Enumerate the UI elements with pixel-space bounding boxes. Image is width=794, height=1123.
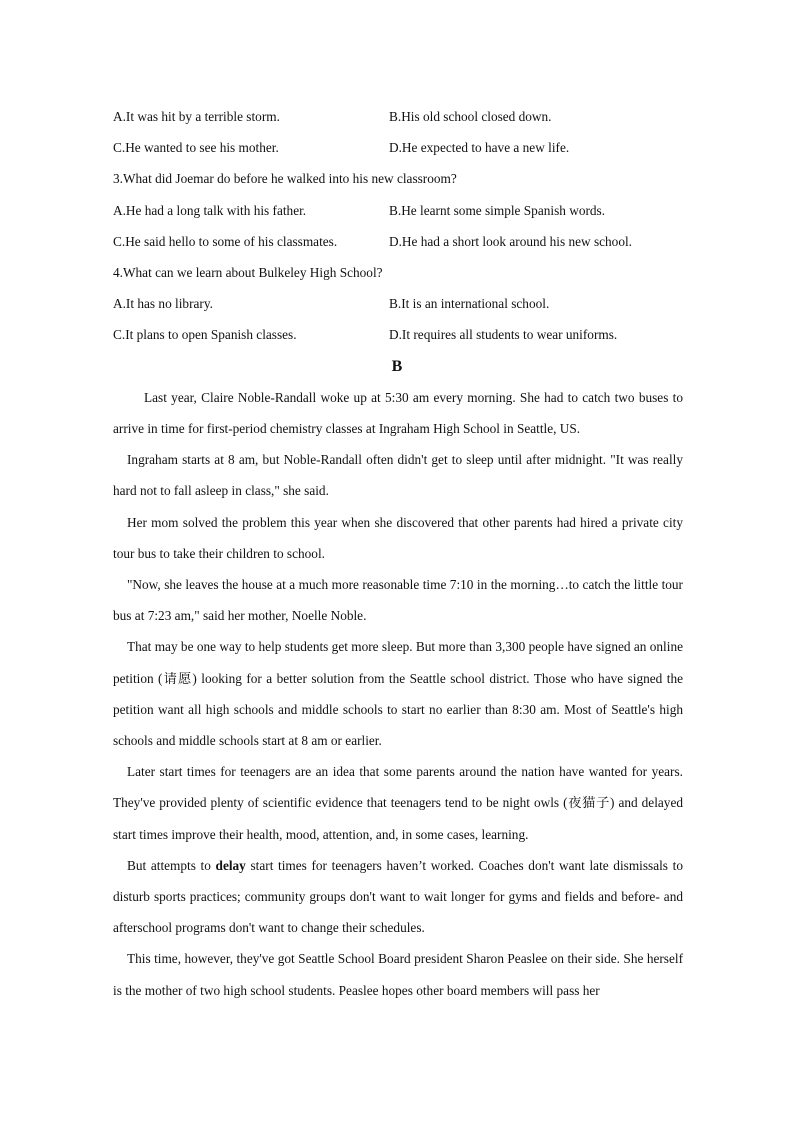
page-content [113, 101, 683, 1006]
passage-b [113, 382, 683, 1006]
paragraph-7-before: But attempts to [127, 857, 216, 873]
q2-options-row-2 [113, 132, 683, 163]
q2-option-c: C.He wanted to see his mother. [113, 140, 279, 156]
q3-options-row-1 [113, 195, 683, 226]
q2-option-d: D.He expected to have a new life. [389, 140, 570, 156]
q2-options-row-1 [113, 101, 683, 132]
q4-option-a: A.It has no library. [113, 296, 213, 312]
paragraph-7 [113, 850, 683, 944]
paragraph-3: Her mom solved the problem this year when she discovered that other parents had hired a private city tour bus to take their children to school. [113, 514, 683, 561]
q4-options-row-2 [113, 319, 683, 350]
q3-options-row-2 [113, 226, 683, 257]
q3-option-c: C.He said hello to some of his classmates. [113, 233, 338, 249]
q4-option-c: C.It plans to open Spanish classes. [113, 327, 297, 343]
paragraph-1: Last year, Claire Noble-Randall woke up at 5:30 am every morning. She had to catch two buses to arrive in time for first-period chemistry classes at Ingraham High School in Seattle, US. [113, 389, 683, 436]
paragraph-6: Later start times for teenagers are an idea that some parents around the nation have wanted for years. They've provided plenty of scientific evidence that teenagers tend to be night owls (夜猫子) and delayed start times improve their health, mood, attention, and, in some cases, learning. [113, 764, 683, 842]
paragraph-5: That may be one way to help students get more sleep. But more than 3,300 people have signed an online petition (请愿) looking for a better solution from the Seattle school district. Those who have signed the petition want all high schools and middle schools to start no earlier than 8:30 am. Most of Seattle's high schools and middle schools start at 8 am or earlier. [113, 639, 683, 748]
q3-option-d: D.He had a short look around his new school. [389, 233, 632, 249]
q3-option-b: B.He learnt some simple Spanish words. [389, 202, 606, 218]
q2-option-a: A.It was hit by a terrible storm. [113, 109, 280, 124]
keyword-delay: delay [215, 857, 246, 873]
q4-option-b: B.It is an international school. [389, 296, 550, 312]
q3-stem: 3.What did Joemar do before he walked into his new classroom? [113, 171, 457, 187]
q3-option-a: A.He had a long talk with his father. [113, 202, 307, 218]
paragraph-4: "Now, she leaves the house at a much more reasonable time 7:10 in the morning…to catch the little tour bus at 7:23 am," said her mother, Noelle Noble. [113, 576, 683, 624]
paragraph-2: Ingraham starts at 8 am, but Noble-Randall often didn't get to sleep until after midnight. "It was really hard not to fall asleep in class," she said. [113, 452, 683, 499]
paragraph-7-after: start times for teenagers haven’t worked. Coaches don't want late dismissals to disturb sports practices; community groups don't want to wait longer for gyms and fields and before- and afterschool programs don't want to change their schedules. [113, 857, 683, 936]
q2-option-b: B.His old school closed down. [389, 109, 552, 124]
section-b-title: B [391, 357, 403, 375]
paragraph-8: This time, however, they've got Seattle School Board president Sharon Peaslee on their side. She herself is the mother of two high school students. Peaslee hopes other board members will pass her [113, 951, 683, 998]
q4-option-d: D.It requires all students to wear uniforms. [389, 327, 618, 343]
q4-options-row-1 [113, 288, 683, 319]
q4-stem: 4.What can we learn about Bulkeley High School? [113, 264, 383, 280]
